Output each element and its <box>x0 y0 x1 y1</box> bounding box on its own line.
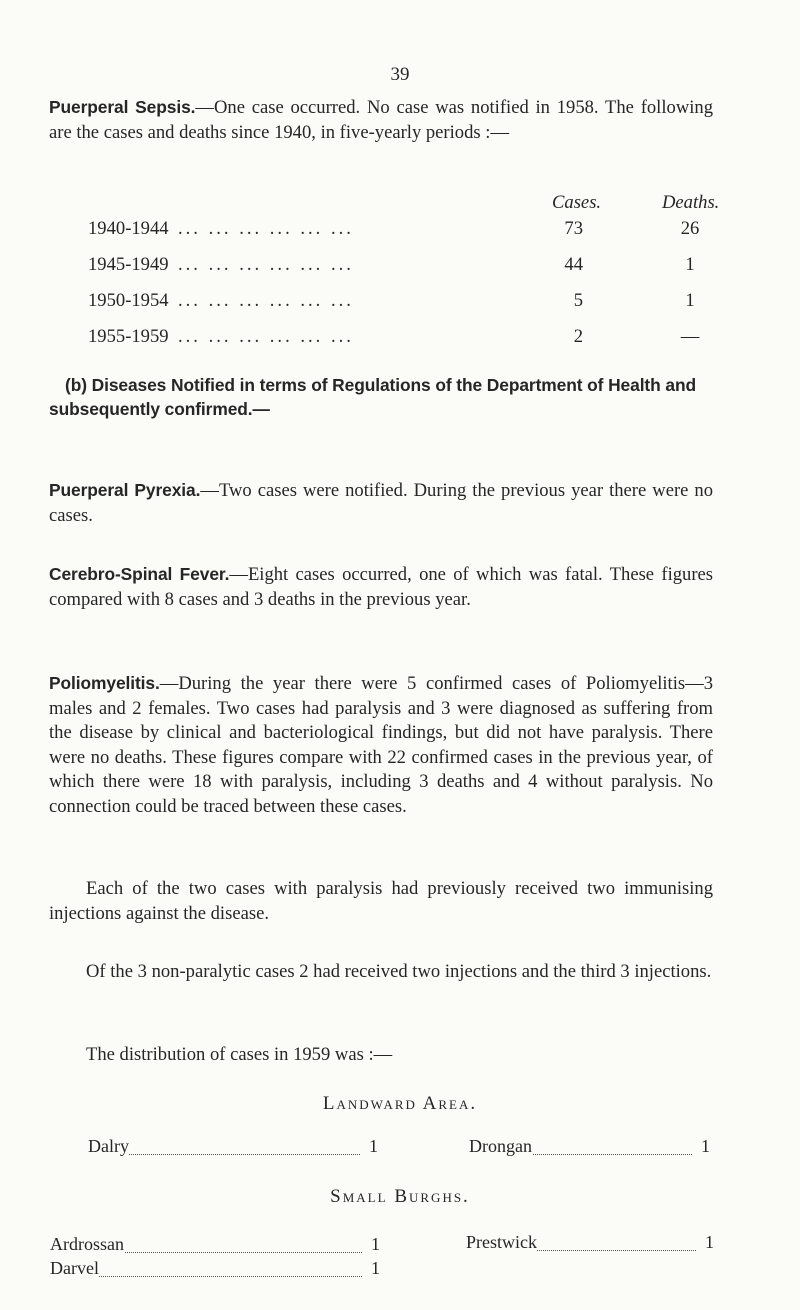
deaths-column-header: Deaths. <box>662 192 720 213</box>
cerebro-spinal-title: Cerebro-Spinal Fever. <box>49 564 230 584</box>
deaths-cell: — <box>680 326 700 347</box>
puerperal-sepsis-text: —One case occurred. No case was notified in 1958. The following are the cases and deaths since 1940, in five-yearly periods :— <box>49 97 714 143</box>
table-row <box>88 254 720 278</box>
list-item <box>466 1232 714 1256</box>
burgh-name: Prestwick <box>466 1232 537 1252</box>
deaths-cell: 1 <box>685 290 695 311</box>
list-item <box>50 1258 380 1282</box>
dot-leader: ... ... ... ... ... ... <box>178 218 354 239</box>
period-cell: 1950-1954 <box>88 290 169 311</box>
list-item <box>469 1136 710 1160</box>
section-b-heading: (b) Diseases Notified in terms of Regulations of the Department of Health and subsequently confirmed.— <box>49 375 696 419</box>
period-cell: 1955-1959 <box>88 326 169 347</box>
cases-column-header: Cases. <box>552 192 602 213</box>
cerebro-spinal-text: —Eight cases occurred, one of which was fatal. These figures compared with 8 cases and 3 deaths in the previous year. <box>49 564 714 610</box>
period-cell: 1940-1944 <box>88 218 169 239</box>
list-item <box>88 1136 378 1160</box>
table-row <box>88 326 720 350</box>
deaths-cell: 1 <box>685 254 695 275</box>
deaths-cell: 26 <box>680 218 700 239</box>
burgh-count: 1 <box>705 1232 714 1252</box>
cerebro-spinal-paragraph <box>49 562 713 612</box>
cases-cell: 2 <box>573 326 583 347</box>
district-count: 1 <box>369 1136 378 1156</box>
puerperal-sepsis-title: Puerperal Sepsis. <box>49 97 196 117</box>
district-count: 1 <box>701 1136 710 1156</box>
period-cell: 1945-1949 <box>88 254 169 275</box>
burgh-name: Ardrossan <box>50 1234 124 1254</box>
cases-cell: 5 <box>573 290 583 311</box>
poliomyelitis-paragraph <box>49 671 713 819</box>
cases-cell: 44 <box>564 254 583 275</box>
district-name: Dalry <box>88 1136 129 1156</box>
puerperal-pyrexia-paragraph <box>49 478 713 528</box>
page-number: 39 <box>390 64 410 85</box>
small-burghs-heading: Small Burghs. <box>330 1186 470 1207</box>
burgh-name: Darvel <box>50 1258 99 1278</box>
district-name: Drongan <box>469 1136 532 1156</box>
list-item <box>50 1234 380 1258</box>
paralysis-paragraph: Each of the two cases with paralysis had previously received two immunising injections against the disease. <box>49 878 713 924</box>
dot-leader: ... ... ... ... ... ... <box>178 326 354 347</box>
puerperal-sepsis-paragraph <box>49 95 713 145</box>
table-row <box>88 218 720 242</box>
non-paralytic-paragraph: Of the 3 non-paralytic cases 2 had received two injections and the third 3 injections. <box>86 961 712 982</box>
table-row <box>88 290 720 314</box>
poliomyelitis-title: Poliomyelitis. <box>49 673 160 693</box>
burgh-count: 1 <box>371 1234 380 1254</box>
distribution-paragraph: The distribution of cases in 1959 was :— <box>86 1044 393 1065</box>
cases-cell: 73 <box>564 218 583 239</box>
landward-area-heading: Landward Area. <box>322 1093 478 1114</box>
dot-leader: ... ... ... ... ... ... <box>178 290 354 311</box>
poliomyelitis-text: —During the year there were 5 confirmed cases of Poliomyelitis—3 males and 2 females. Two cases had paralysis and 3 were diagnosed as suffering from the disease by clinical and bacteriological findings, but did not have paralysis. There were no deaths. These figures compare with 22 confirmed cases in the previous year, of which there were 18 with paralysis, including 3 deaths and 4 without paralysis. No connection could be traced between these cases. <box>49 673 713 817</box>
puerperal-pyrexia-text: —Two cases were notified. During the previous year there were no cases. <box>49 480 713 526</box>
dot-leader: ... ... ... ... ... ... <box>178 254 354 275</box>
puerperal-pyrexia-title: Puerperal Pyrexia. <box>49 480 201 500</box>
burgh-count: 1 <box>371 1258 380 1278</box>
